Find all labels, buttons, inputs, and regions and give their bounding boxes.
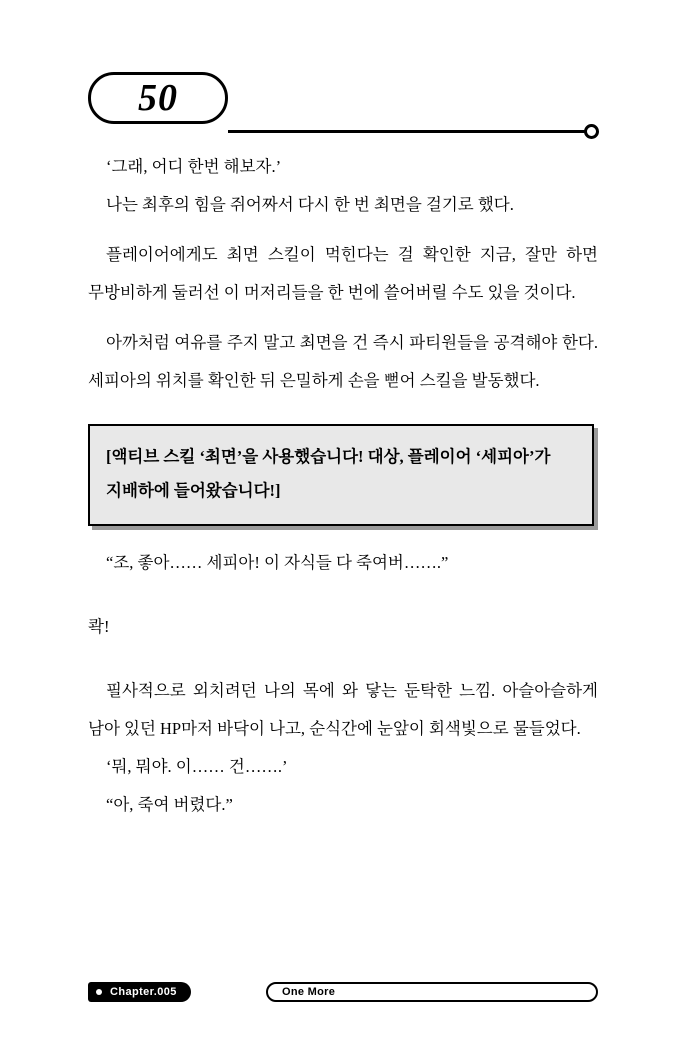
footer-title-label: One More: [282, 986, 336, 998]
paragraph: 플레이어에게도 최면 스킬이 먹힌다는 걸 확인한 지금, 잘만 하면 무방비하게 둘러선 이 머저리들을 한 번에 쓸어버릴 수도 있을 것이다.: [88, 245, 598, 302]
paragraph: 필사적으로 외치려던 나의 목에 와 닿는 둔탁한 느낌. 아슬아슬하게 남아 있던 HP마저 바닥이 나고, 순식간에 눈앞이 회색빛으로 물들었다.: [88, 681, 598, 738]
paragraph: ‘뭐, 뭐야. 이…… 건…….’: [106, 757, 288, 776]
header-end-dot-icon: [584, 124, 599, 139]
footer-title-plate: [266, 982, 598, 1002]
system-message-text: [액티브 스킬 ‘최면’을 사용했습니다! 대상, 플레이어 ‘세피아’가 지배하에 들어왔습니다!]: [106, 447, 551, 500]
paragraph: 나는 최후의 힘을 쥐어짜서 다시 한 번 최면을 걸기로 했다.: [106, 195, 514, 214]
footer-chapter-label: Chapter.005: [88, 982, 191, 1002]
body-text: [88, 148, 598, 824]
header-rule: [228, 130, 590, 133]
chapter-number: 50: [138, 77, 178, 119]
page-footer: [88, 982, 598, 1004]
chapter-number-badge: [88, 72, 228, 124]
paragraph: 콱!: [88, 617, 110, 636]
paragraph: ‘그래, 어디 한번 해보자.’: [106, 157, 282, 176]
paragraph: 아까처럼 여유를 주지 말고 최면을 건 즉시 파티원들을 공격해야 한다. 세피아의 위치를 확인한 뒤 은밀하게 손을 뻗어 스킬을 발동했다.: [88, 333, 598, 390]
paragraph: “조, 좋아…… 세피아! 이 자식들 다 죽여버…….”: [106, 553, 449, 572]
paragraph: “아, 죽여 버렸다.”: [106, 795, 233, 814]
chapter-header: [88, 72, 598, 140]
system-message-box: [88, 424, 594, 526]
